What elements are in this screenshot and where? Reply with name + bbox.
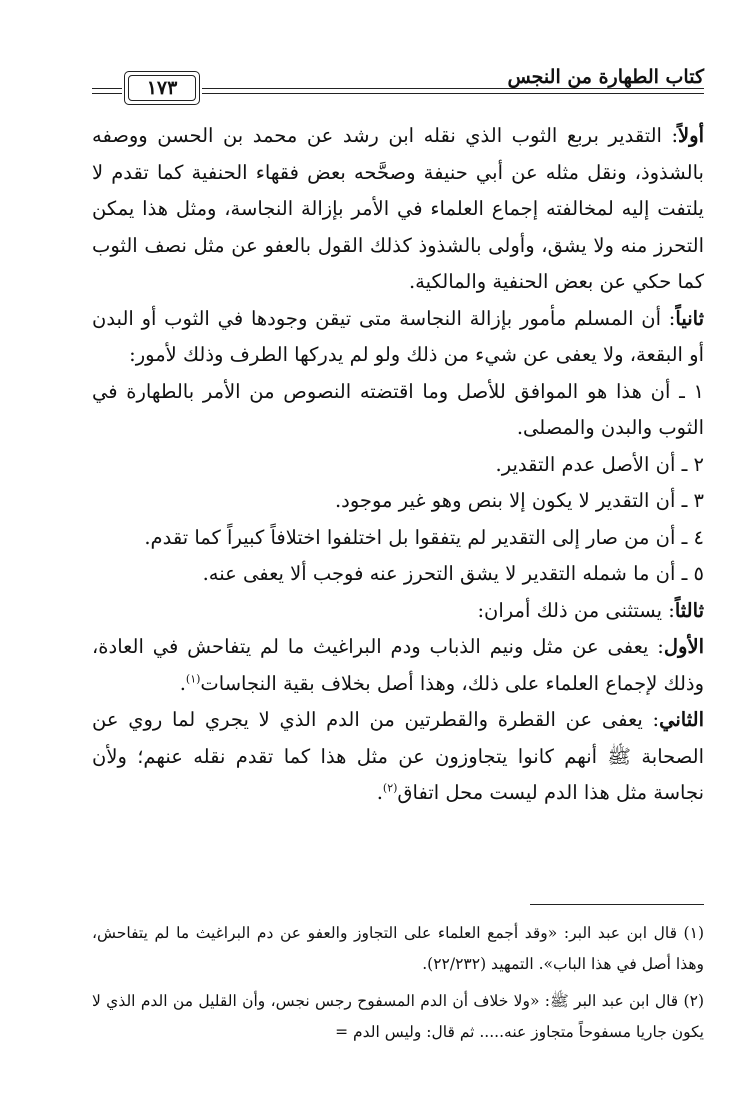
chapter-title: كتاب الطهارة من النجس (507, 66, 704, 88)
period-2: . (376, 781, 383, 804)
list-item-5: ٥ ـ أن ما شمله التقدير لا يشق التحرز عنه فوجب ألا يعفى عنه. (202, 562, 704, 585)
list-item-3: ٣ ـ أن التقدير لا يكون إلا بنص وهو غير موجود. (334, 489, 704, 512)
paragraph-second-exception (92, 702, 704, 812)
page-number-frame (124, 71, 200, 105)
paragraph-second (92, 301, 704, 374)
list-item-4: ٤ ـ أن من صار إلى التقدير لم يتفقوا بل اختلفوا اختلافاً كبيراً كما تقدم. (144, 525, 704, 549)
paragraph-third (92, 593, 704, 630)
list-item-2: ٢ ـ أن الأصل عدم التقدير. (495, 452, 704, 476)
header-double-rule-left (92, 88, 122, 94)
paragraph-first-text: : التقدير بربع الثوب الذي نقله ابن رشد عن محمد بن الحسن ووصفه بالشذوذ، ونقل مثله عن أبي حنيفة وصحَّحه بعض فقهاء الحنفية كما تقدم لا يلتفت إليه لمخالفته إجماع العلماء في الأمر بإزالة النجاسة، ومثل هذا يمكن التحرز منه ولا يشق، وأولى بالشذوذ كذلك القول بالعفو عن مثل نصف الثوب كما حكي عن بعض الحنفية والمالكية. (92, 124, 704, 293)
page-header (92, 66, 704, 110)
second-exception-text: : يعفى عن القطرة والقطرتين من الدم الذي لا يجري لما روي عن الصحابة ﷺ أنهم كانوا يتجاوزون عن مثل هذا كما تقدم نقله عنهم؛ ولأن نجاسة مثل هذا الدم ليست محل اتفاق (92, 708, 704, 804)
keyword-first: أولاً (678, 124, 704, 147)
keyword-third: ثالثاً (674, 598, 704, 622)
footnote-ref-1[interactable]: (١) (185, 672, 201, 685)
footnote-2: (٢) قال ابن عبد البر ﷺ: «ولا خلاف أن الدم المسفوح رجس نجس، وأن القليل من الدم الذي لا يكون جاريا مسفوحاً متجاوز عنه..... ثم قال: وليس الدم = (92, 992, 704, 1041)
page-number: ١٧٣ (128, 75, 196, 101)
paragraph-first (92, 118, 704, 301)
footnote-1: (١) قال ابن عبد البر: «وقد أجمع العلماء على التجاوز والعفو عن دم البراغيث ما لم يتفاحش، وهذا أصل في هذا الباب». التمهيد (٢٢/٢٣٢). (92, 924, 704, 973)
first-exception-text: : يعفى عن مثل ونيم الذباب ودم البراغيث ما لم يتفاحش في العادة، وذلك لإجماع العلماء على ذلك، وهذا أصل بخلاف بقية النجاسات (92, 635, 704, 695)
header-double-rule (202, 88, 704, 94)
keyword-second-exception: الثاني (659, 708, 704, 731)
main-text (92, 118, 704, 812)
list-item-1: ١ ـ أن هذا هو الموافق للأصل وما اقتضته النصوص من الأمر بالطهارة في الثوب والبدن والمصلى. (92, 379, 704, 439)
paragraph-first-exception (92, 629, 704, 702)
footnote-ref-2[interactable]: (٢) (382, 781, 398, 795)
keyword-first-exception: الأول (663, 635, 704, 658)
period-1: . (179, 671, 186, 695)
paragraph-second-text: : أن المسلم مأمور بإزالة النجاسة متى تيقن وجودها في الثوب أو البدن أو البقعة، ولا يعفى عن شيء من ذلك ولو لم يدركها الطرف وذلك لأمور: (92, 306, 704, 366)
keyword-second: ثانياً (675, 306, 704, 330)
paragraph-third-text: : يستثنى من ذلك أمران: (477, 598, 675, 622)
footnote-separator (530, 904, 704, 905)
footnotes (92, 918, 704, 1054)
